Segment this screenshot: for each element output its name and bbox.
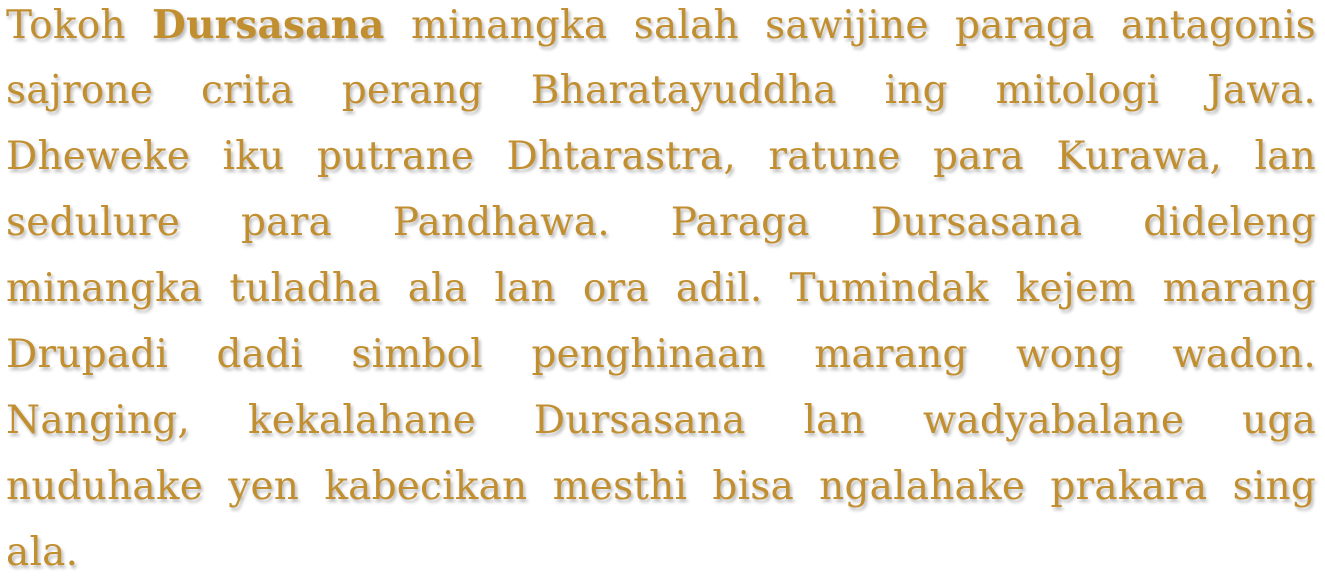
paragraph-line-1-end: minangka salah sawijine paraga antagonis xyxy=(384,3,1317,48)
paragraph-line-8: nuduhake yen kabecikan mesthi bisa ngalahake prakara sing xyxy=(6,464,1316,509)
paragraph-line-9: ala. xyxy=(6,530,79,575)
paragraph-line-6: Drupadi dadi simbol penghinaan marang wong wadon. xyxy=(6,332,1316,377)
paragraph-line-1-start: Tokoh xyxy=(6,3,153,48)
paragraph-line-5: minangka tuladha ala lan ora adil. Tumindak kejem marang xyxy=(6,266,1316,311)
paragraph-line-3: Dheweke iku putrane Dhtarastra, ratune para Kurawa, lan xyxy=(6,134,1316,179)
paragraph-line-1 xyxy=(6,0,1316,58)
bold-name: Dursasana xyxy=(152,2,385,48)
text-paragraph xyxy=(6,0,1316,576)
paragraph-line-4: sedulure para Pandhawa. Paraga Dursasana dideleng xyxy=(6,200,1316,245)
paragraph-line-7: Nanging, kekalahane Dursasana lan wadyabalane uga xyxy=(6,398,1316,443)
paragraph-line-2: sajrone crita perang Bharatayuddha ing mitologi Jawa. xyxy=(6,68,1316,113)
